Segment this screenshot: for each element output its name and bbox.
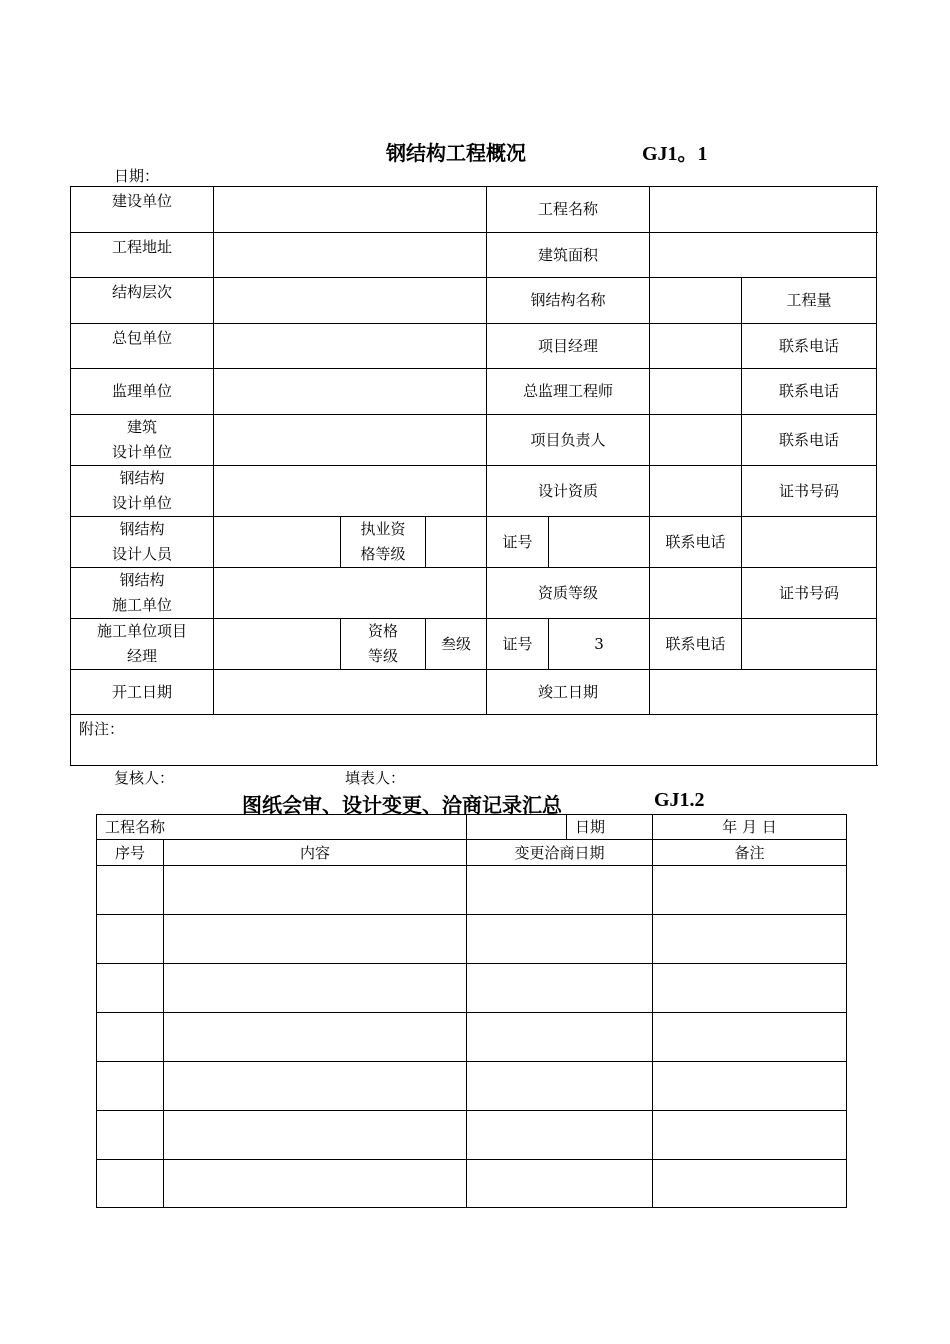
label-line: 施工单位项目 [96, 622, 187, 640]
input-cell[interactable] [164, 964, 467, 1013]
input-cell[interactable] [467, 866, 653, 915]
cell-label: 联系电话 [650, 517, 742, 568]
table-row [97, 866, 847, 915]
table-row [97, 815, 847, 840]
input-cell[interactable] [742, 619, 877, 670]
table-row [97, 1062, 847, 1111]
input-cell[interactable] [650, 466, 742, 517]
cell-label: 结构层次 [71, 278, 214, 324]
input-cell[interactable] [650, 187, 877, 233]
input-cell[interactable] [214, 278, 487, 324]
input-cell[interactable] [650, 324, 742, 369]
cell-label: 证书号码 [742, 568, 877, 619]
cell-label: 钢结构名称 [487, 278, 650, 324]
input-cell[interactable] [214, 415, 487, 466]
table-row [71, 324, 877, 369]
cell-label: 项目负责人 [487, 415, 650, 466]
cell-label: 工程地址 [71, 233, 214, 278]
cell-label: 建设单位 [71, 187, 214, 233]
table-row [71, 415, 877, 466]
change-record-table [96, 814, 847, 1208]
cell-label: 总包单位 [71, 324, 214, 369]
date-label: 日期 [567, 815, 653, 840]
table-row [71, 466, 877, 517]
input-cell[interactable] [653, 1160, 847, 1208]
table-row [71, 278, 877, 324]
input-cell[interactable] [467, 1062, 653, 1111]
label-line: 钢结构 [119, 571, 165, 589]
cell-label: 证书号码 [742, 466, 877, 517]
date-value[interactable]: 年 月 日 [653, 815, 847, 840]
input-cell[interactable] [549, 517, 650, 568]
label-line: 建筑 [126, 418, 157, 436]
cell-label [71, 568, 214, 619]
cell-label: 监理单位 [71, 369, 214, 415]
cell-label: 开工日期 [71, 670, 214, 715]
grade-value: 叁级 [426, 619, 487, 670]
label-line: 格等级 [360, 545, 406, 563]
reviewer-label: 复核人： [114, 769, 175, 787]
cell-label: 证号 [487, 619, 549, 670]
input-cell[interactable] [164, 866, 467, 915]
cell-label: 竣工日期 [487, 670, 650, 715]
table-row [97, 1111, 847, 1160]
input-cell[interactable] [164, 1160, 467, 1208]
project-name-label: 工程名称 [97, 815, 467, 840]
input-cell[interactable] [650, 233, 877, 278]
input-cell[interactable] [650, 568, 742, 619]
input-cell[interactable] [97, 1062, 164, 1111]
table-header-row [97, 840, 847, 866]
input-cell[interactable] [214, 670, 487, 715]
note-cell[interactable]: 附注： [71, 715, 877, 766]
input-cell[interactable] [214, 187, 487, 233]
cell-label [341, 619, 426, 670]
form2-title: 图纸会审、设计变更、洽商记录汇总 [242, 793, 562, 817]
cell-label: 建筑面积 [487, 233, 650, 278]
project-overview-table [70, 186, 877, 766]
table-row [71, 233, 877, 278]
cell-label: 设计资质 [487, 466, 650, 517]
input-cell[interactable] [650, 278, 742, 324]
input-cell[interactable] [650, 415, 742, 466]
input-cell[interactable] [653, 866, 847, 915]
input-cell[interactable] [653, 964, 847, 1013]
label-line: 设计单位 [111, 494, 172, 512]
table-row [97, 964, 847, 1013]
header-remarks: 备注 [653, 840, 847, 866]
input-cell[interactable] [214, 369, 487, 415]
cell-label [71, 415, 214, 466]
input-cell[interactable] [653, 1062, 847, 1111]
table-row [71, 517, 877, 568]
label-line: 钢结构 [119, 469, 165, 487]
table-row [71, 715, 877, 766]
input-cell[interactable] [653, 915, 847, 964]
input-cell[interactable] [653, 1013, 847, 1062]
cell-label: 联系电话 [650, 619, 742, 670]
input-cell[interactable] [97, 964, 164, 1013]
cell-label: 证号 [487, 517, 549, 568]
table-row [71, 619, 877, 670]
cell-label [71, 619, 214, 670]
input-cell[interactable] [164, 915, 467, 964]
input-cell[interactable] [214, 466, 487, 517]
input-cell[interactable] [97, 1160, 164, 1208]
cell-label: 联系电话 [742, 415, 877, 466]
cell-label: 项目经理 [487, 324, 650, 369]
form2-code: GJ1.2 [654, 789, 705, 811]
input-cell[interactable] [742, 517, 877, 568]
cell-label [341, 517, 426, 568]
input-cell[interactable] [164, 1111, 467, 1160]
cell-label: 资质等级 [487, 568, 650, 619]
table-row [71, 670, 877, 715]
input-cell[interactable] [650, 369, 742, 415]
form1-title: 钢结构工程概况 [386, 141, 526, 165]
cell-label [71, 517, 214, 568]
header-index: 序号 [97, 840, 164, 866]
label-line: 经理 [126, 647, 157, 665]
label-line: 执业资 [360, 520, 406, 538]
input-cell[interactable] [467, 964, 653, 1013]
label-line: 资格 [367, 622, 398, 640]
label-line: 施工单位 [111, 596, 172, 614]
input-cell[interactable] [97, 1013, 164, 1062]
cell-label: 联系电话 [742, 324, 877, 369]
filler-label: 填表人： [345, 769, 406, 787]
header-content: 内容 [164, 840, 467, 866]
input-cell[interactable] [164, 1013, 467, 1062]
cell-label: 工程名称 [487, 187, 650, 233]
input-cell[interactable] [214, 619, 341, 670]
input-cell[interactable] [467, 915, 653, 964]
cell-label: 联系电话 [742, 369, 877, 415]
label-line: 设计人员 [111, 545, 172, 563]
table-row [71, 187, 877, 233]
certificate-number: 3 [549, 619, 650, 670]
input-cell[interactable] [164, 1062, 467, 1111]
table-row [71, 568, 877, 619]
table-row [97, 1160, 847, 1208]
input-cell[interactable] [214, 233, 487, 278]
input-cell[interactable] [467, 1111, 653, 1160]
input-cell[interactable] [426, 517, 487, 568]
input-cell[interactable] [467, 1160, 653, 1208]
input-cell[interactable] [97, 866, 164, 915]
input-cell[interactable] [214, 568, 487, 619]
form1-code: GJ1。1 [642, 143, 708, 165]
form1-date-label: 日期： [114, 167, 160, 185]
header-change-date: 变更洽商日期 [467, 840, 653, 866]
input-cell[interactable] [214, 517, 341, 568]
input-cell[interactable] [467, 1013, 653, 1062]
input-cell[interactable] [653, 1111, 847, 1160]
input-cell[interactable] [97, 915, 164, 964]
input-cell[interactable] [214, 324, 487, 369]
label-line: 等级 [367, 647, 398, 665]
cell-label [71, 466, 214, 517]
cell-label: 工程量 [742, 278, 877, 324]
cell-label: 总监理工程师 [487, 369, 650, 415]
label-line: 设计单位 [111, 443, 172, 461]
input-cell[interactable] [650, 670, 877, 715]
table-row [97, 915, 847, 964]
label-line: 钢结构 [119, 520, 165, 538]
table-row [71, 369, 877, 415]
input-cell[interactable] [97, 1111, 164, 1160]
input-cell[interactable] [467, 815, 567, 840]
table-row [97, 1013, 847, 1062]
